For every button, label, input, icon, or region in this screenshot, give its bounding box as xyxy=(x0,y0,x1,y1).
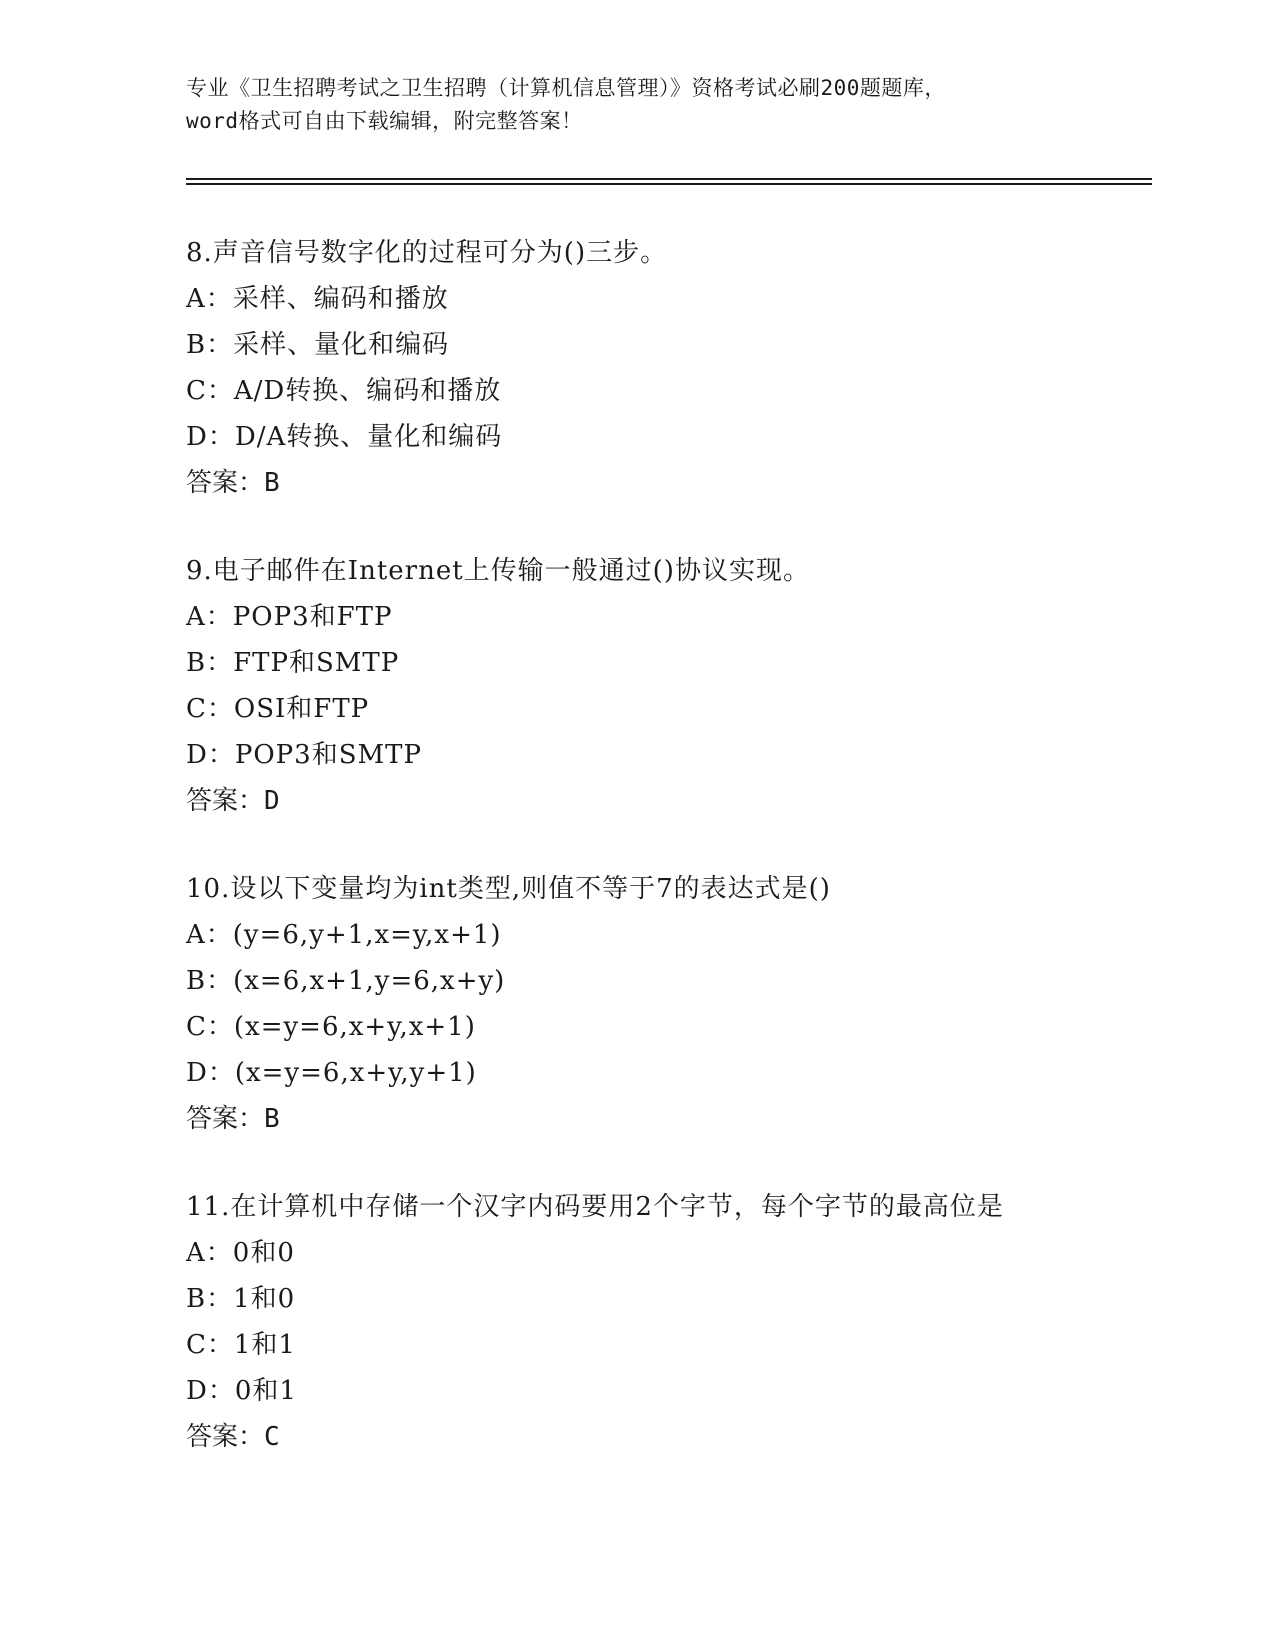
header-divider-bottom xyxy=(186,183,1152,185)
option-a: A：0和0 xyxy=(186,1238,295,1268)
option-c: C：(x=y=6,x+y,x+1) xyxy=(186,1012,476,1042)
question-block xyxy=(186,230,1186,506)
question-block xyxy=(186,1184,1186,1460)
option-c: C：1和1 xyxy=(186,1330,296,1360)
question-stem: 10.设以下变量均为int类型,则值不等于7的表达式是() xyxy=(186,874,831,904)
option-d: D：(x=y=6,x+y,y+1) xyxy=(186,1058,477,1088)
answer: 答案：B xyxy=(186,1104,280,1134)
question-stem: 9.电子邮件在Internet上传输一般通过()协议实现。 xyxy=(186,556,810,586)
header-line-2: word格式可自由下载编辑，附完整答案！ xyxy=(186,109,583,133)
document-header xyxy=(186,72,1086,138)
answer: 答案：B xyxy=(186,468,280,498)
header-divider-top xyxy=(186,178,1152,180)
option-d: D：D/A转换、量化和编码 xyxy=(186,422,503,452)
option-d: D：0和1 xyxy=(186,1376,297,1406)
option-d: D：POP3和SMTP xyxy=(186,740,422,770)
option-b: B：1和0 xyxy=(186,1284,296,1314)
question-block xyxy=(186,548,1186,824)
question-stem: 8.声音信号数字化的过程可分为()三步。 xyxy=(186,238,668,268)
header-line-1: 专业《卫生招聘考试之卫生招聘（计算机信息管理）》资格考试必刷200题题库， xyxy=(186,76,946,100)
option-b: B：采样、量化和编码 xyxy=(186,330,450,360)
option-c: C：OSI和FTP xyxy=(186,694,370,724)
option-a: A：POP3和FTP xyxy=(186,602,393,632)
answer: 答案：D xyxy=(186,786,280,816)
question-stem: 11.在计算机中存储一个汉字内码要用2个字节，每个字节的最高位是 xyxy=(186,1192,1004,1222)
answer: 答案：C xyxy=(186,1422,280,1452)
option-b: B：(x=6,x+1,y=6,x+y) xyxy=(186,966,506,996)
question-block xyxy=(186,866,1186,1142)
option-c: C：A/D转换、编码和播放 xyxy=(186,376,502,406)
option-b: B：FTP和SMTP xyxy=(186,648,400,678)
option-a: A：(y=6,y+1,x=y,x+1) xyxy=(186,920,502,950)
option-a: A：采样、编码和播放 xyxy=(186,284,449,314)
